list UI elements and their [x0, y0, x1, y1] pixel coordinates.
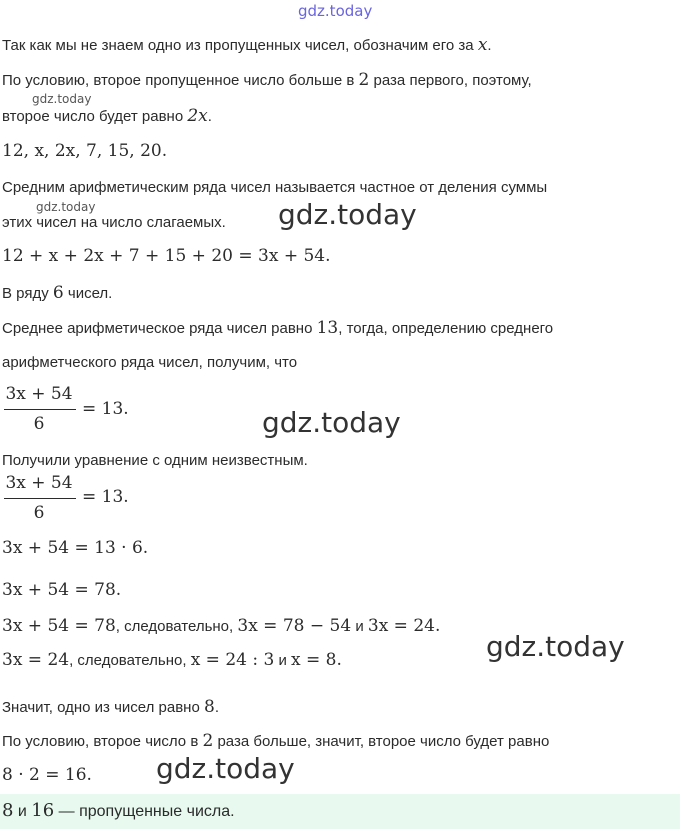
line-14-text-d: и [351, 618, 368, 635]
line-16 [2, 697, 219, 718]
line-17-text-b: раза больше, значит, второе число будет равно [213, 733, 550, 750]
watermark-small-2: gdz.today [36, 200, 96, 214]
line-17-text: По условию, второе число в [2, 733, 203, 750]
line-9-num: 13 [316, 318, 339, 338]
equation-2: 3x + 54 = 78. [2, 580, 122, 600]
line-14 [2, 616, 440, 637]
line-1-var: x [477, 35, 488, 55]
line-8-text: В ряду [2, 285, 53, 302]
line-3-text: второе число будет равно [2, 108, 188, 125]
fraction-1 [2, 384, 202, 438]
fraction-2-denominator: 6 [33, 503, 45, 523]
line-11 [2, 451, 308, 471]
sum-expr: 12 + x + 2x + 7 + 15 + 20 = 3x + 54. [2, 246, 331, 266]
line-8-num: 6 [52, 283, 64, 303]
line-5-text: Средним арифметическим ряда чисел называется частное от деления суммы [2, 179, 548, 196]
line-17-num: 2 [202, 731, 214, 751]
line-16-end: . [214, 699, 219, 716]
line-2-text-b: раза первого, поэтому, [369, 72, 532, 89]
line-1-text: Так как мы не знаем одно из пропущенных чисел, обозначим его за [2, 37, 478, 54]
line-18 [2, 765, 92, 786]
answer-line [2, 801, 235, 822]
answer-num-1: 8 [2, 800, 14, 821]
line-14-text-b: , следовательно, [115, 618, 238, 635]
answer-num-2: 16 [31, 800, 55, 821]
line-2-num: 2 [358, 70, 370, 90]
line-6-text: этих чисел на число слагаемых. [2, 214, 226, 231]
line-16-text: Значит, одно из чисел равно [2, 699, 204, 716]
line-2-text: По условию, второе пропущенное число больше в [2, 72, 359, 89]
line-1 [2, 35, 492, 56]
answer-and: и [13, 803, 32, 820]
product-expr: 8 · 2 = 16. [2, 765, 92, 785]
sequence-expr: 12, x, 2x, 7, 15, 20. [2, 141, 168, 161]
line-3-expr: 2x [187, 106, 208, 126]
fraction-1-denominator: 6 [33, 414, 45, 434]
line-10-text: арифметческого ряда чисел, получим, что [2, 354, 298, 371]
fraction-1-bar [4, 409, 76, 410]
line-3 [2, 106, 212, 127]
watermark-top: gdz.today [298, 2, 373, 20]
line-7 [2, 246, 331, 267]
fraction-1-rest: = 13. [82, 399, 129, 419]
watermark-large-1: gdz.today [278, 198, 417, 231]
answer-box [0, 794, 680, 829]
line-1-end: . [487, 37, 492, 54]
fraction-2-bar [4, 498, 76, 499]
line-15-text-b: , следовательно, [69, 652, 191, 669]
line-9-text-b: , тогда, определению среднего [338, 320, 554, 337]
line-15-expr-a: 3x = 24 [2, 650, 70, 670]
line-14-expr-e: 3x = 24. [367, 616, 441, 636]
equation-1: 3x + 54 = 13 · 6. [2, 538, 149, 558]
line-14-expr-a: 3x + 54 = 78 [2, 616, 116, 636]
line-15-expr-e: x = 8. [291, 650, 342, 670]
line-13 [2, 580, 121, 601]
fraction-1-numerator: 3x + 54 [5, 384, 73, 404]
line-16-num: 8 [203, 697, 215, 717]
watermark-large-4: gdz.today [156, 752, 295, 785]
line-9 [2, 318, 553, 339]
line-4 [2, 141, 167, 162]
line-17 [2, 731, 549, 752]
line-12 [2, 538, 148, 559]
line-3-end: . [207, 108, 212, 125]
fraction-2 [2, 473, 202, 527]
watermark-small-1: gdz.today [32, 92, 92, 106]
line-5 [2, 178, 547, 198]
line-10 [2, 353, 297, 373]
watermark-large-2: gdz.today [262, 406, 401, 439]
line-9-text: Среднее арифметическое ряда чисел равно [2, 320, 317, 337]
line-15-expr-c: x = 24 : 3 [190, 650, 275, 670]
watermark-large-3: gdz.today [486, 630, 625, 663]
line-11-text: Получили уравнение с одним неизвестным. [2, 452, 308, 469]
answer-text: — пропущенные числа. [54, 803, 235, 820]
line-15 [2, 650, 342, 671]
line-8 [2, 283, 112, 304]
line-15-text-d: и [274, 652, 292, 669]
fraction-2-rest: = 13. [82, 487, 129, 507]
line-2 [2, 70, 532, 91]
line-8-text-b: чисел. [63, 285, 113, 302]
line-6 [2, 213, 226, 233]
fraction-2-numerator: 3x + 54 [5, 473, 73, 493]
line-14-expr-c: 3x = 78 − 54 [237, 616, 352, 636]
